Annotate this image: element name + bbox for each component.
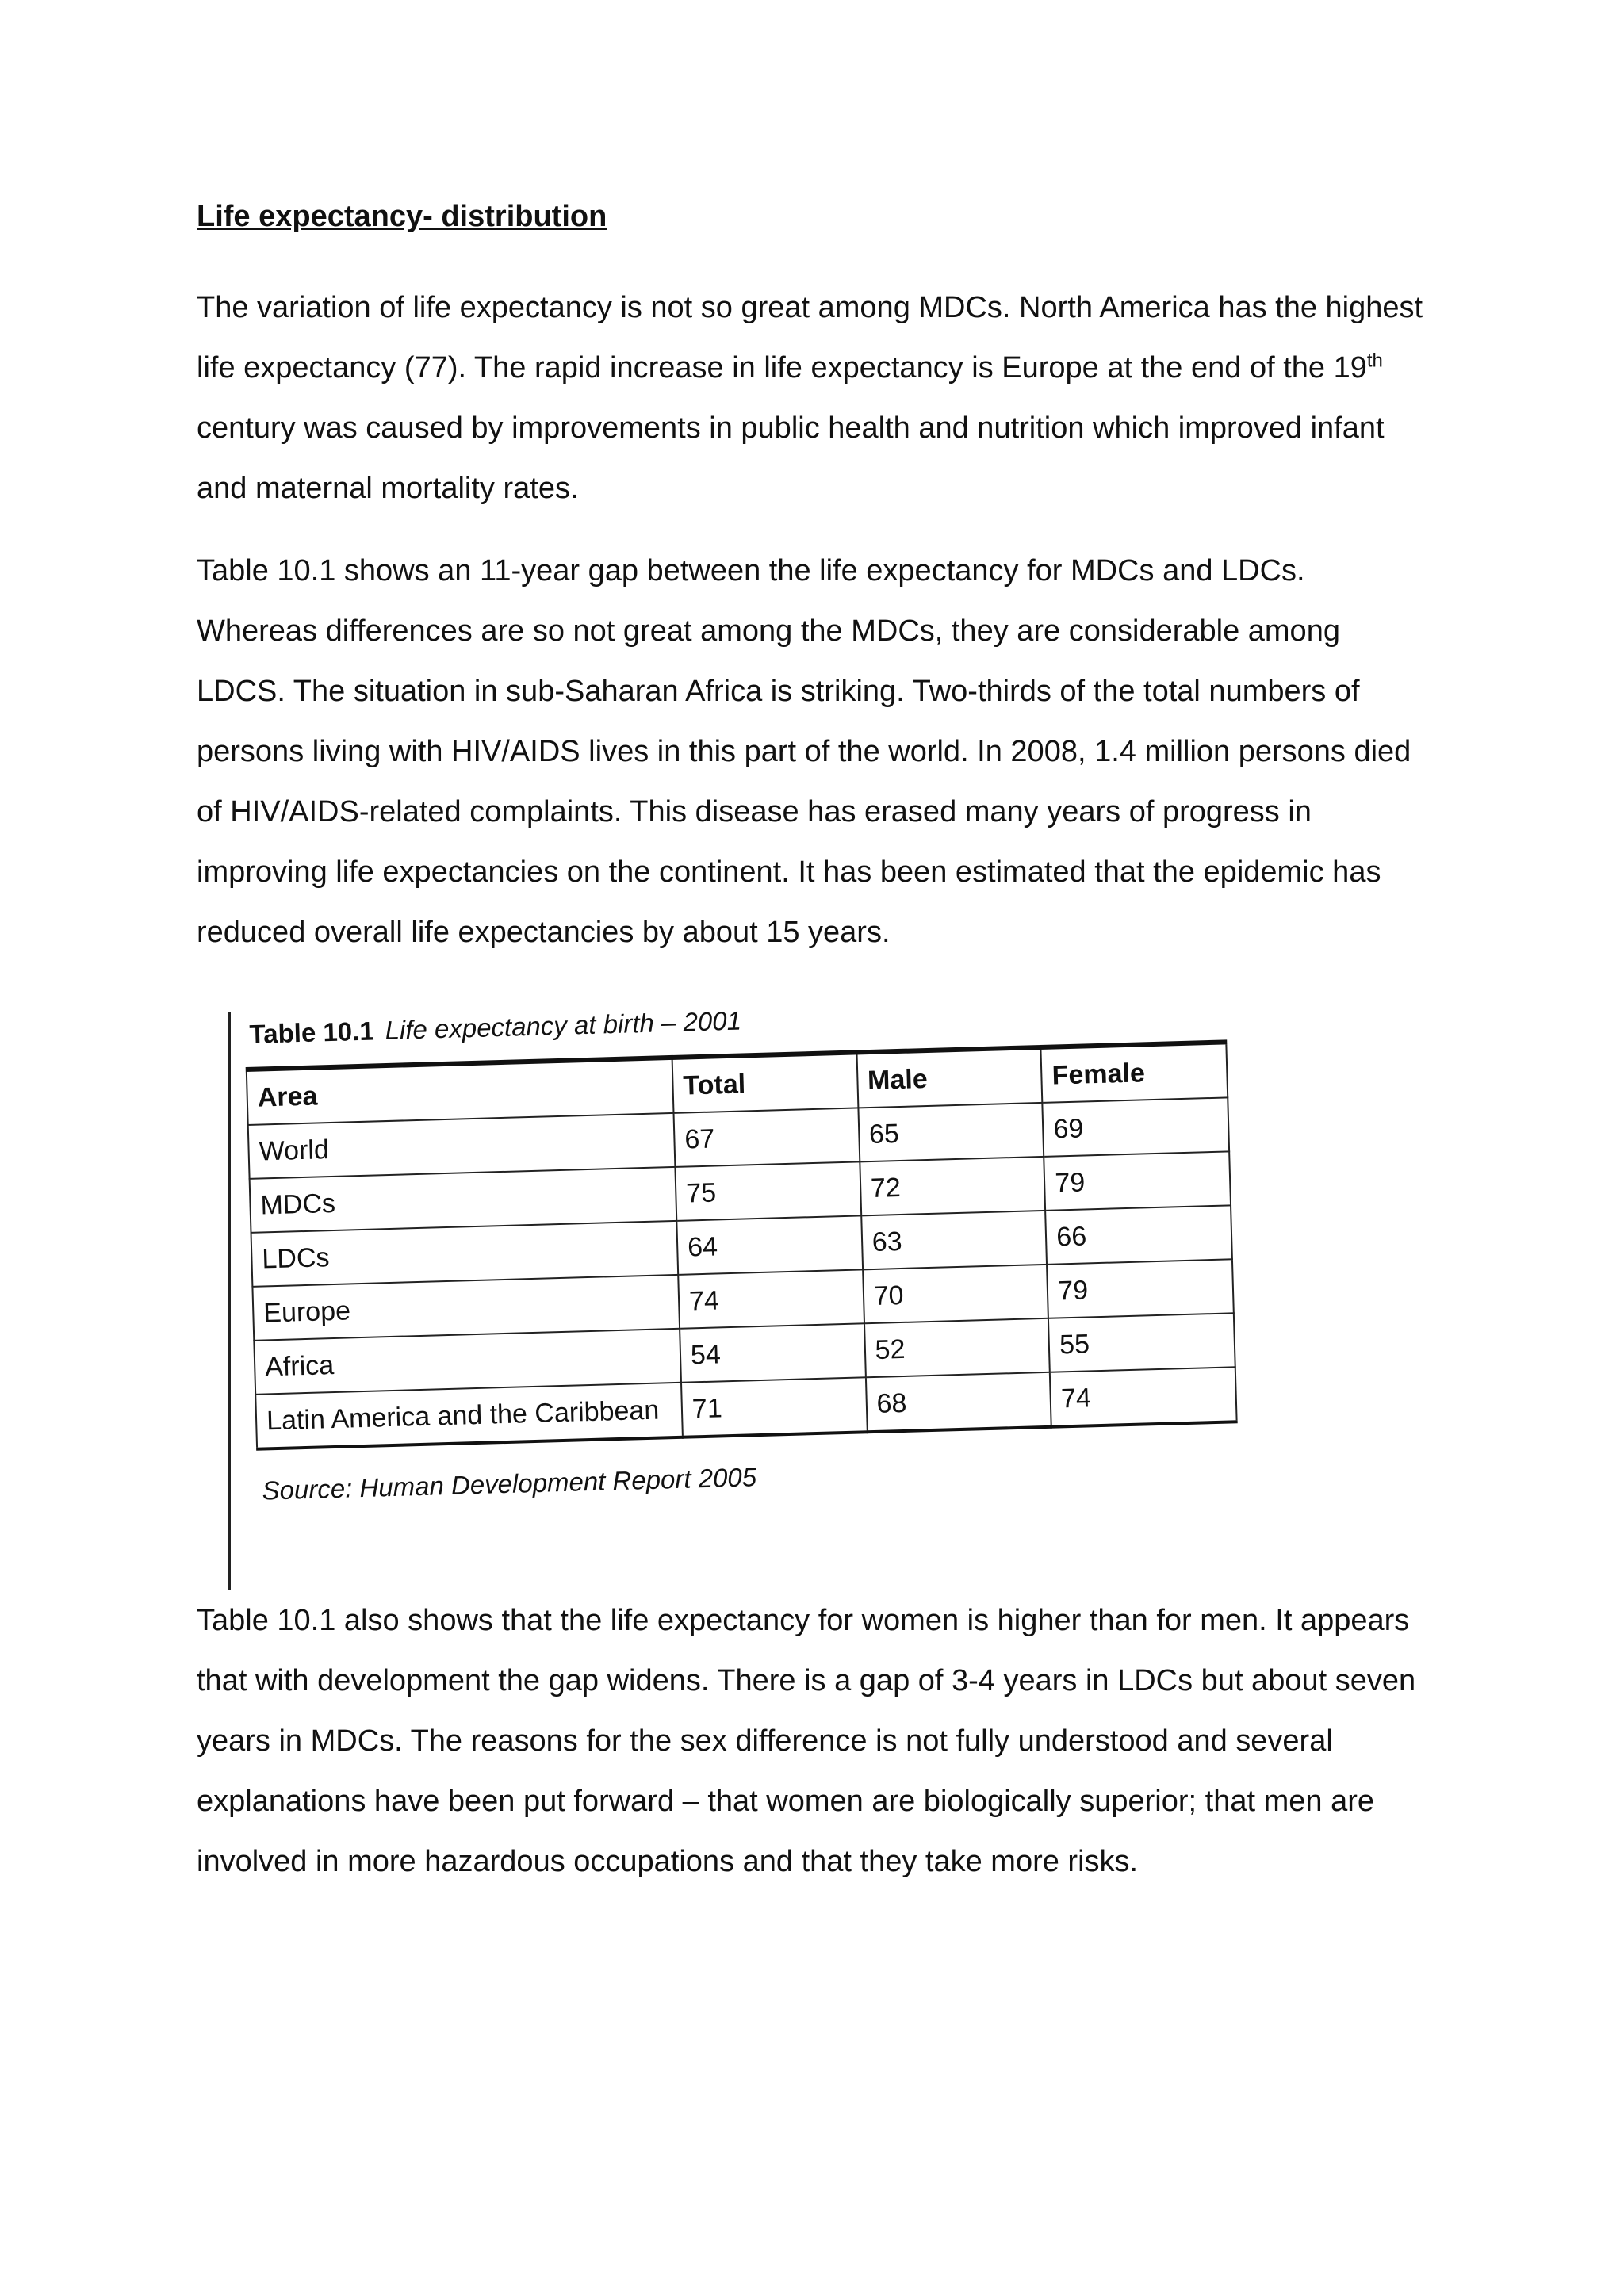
table-title: Life expectancy at birth – 2001 (385, 1005, 742, 1046)
table-caption (249, 992, 1252, 1050)
figure-margin-rule (228, 1012, 231, 1590)
paragraph-1-text: The variation of life expectancy is not so great among MDCs. North America has the highest life expectancy (77). The rapid increase in life expectancy is Europe at the end of the 19 (197, 291, 1423, 385)
cell-female: 79 (1044, 1151, 1231, 1210)
header-male: Male (856, 1047, 1043, 1108)
cell-male: 70 (863, 1265, 1048, 1323)
cell-male: 72 (860, 1157, 1045, 1215)
cell-female: 66 (1045, 1205, 1232, 1264)
cell-area: Africa (254, 1329, 681, 1395)
cell-male: 65 (858, 1103, 1044, 1161)
table-number: Table 10.1 (248, 1016, 375, 1049)
cell-female: 55 (1048, 1313, 1235, 1372)
cell-male: 52 (864, 1318, 1050, 1377)
cell-male: 63 (861, 1211, 1047, 1269)
cell-area: MDCs (250, 1167, 677, 1233)
cell-female: 79 (1047, 1259, 1234, 1318)
table-source: Source: Human Development Report 2005 (262, 1462, 757, 1506)
page-content (197, 195, 1434, 1892)
paragraph-1-text-cont: century was caused by improvements in public health and nutrition which improved infant and maternal mortality rates. (197, 411, 1385, 505)
scanned-table (244, 992, 1265, 1506)
cell-female: 74 (1050, 1367, 1237, 1426)
paragraph-1 (197, 277, 1434, 519)
cell-total: 74 (678, 1269, 864, 1328)
cell-total: 71 (681, 1377, 868, 1437)
header-area: Area (247, 1058, 674, 1125)
header-total: Total (672, 1052, 858, 1112)
header-female: Female (1041, 1042, 1228, 1102)
paragraph-3: Table 10.1 also shows that the life expectancy for women is higher than for men. It appears that with development the gap widens. There is a gap of 3-4 years in LDCs but about seven years in MDCs. The reasons for the sex difference is not fully understood and several explanations have been put forward – that women are biologically superior; that men are involved in more hazardous occupations and that they take more risks. (197, 1604, 1416, 1878)
ordinal-superscript: th (1366, 350, 1383, 372)
table-figure (228, 1005, 1489, 1590)
life-expectancy-table (246, 1039, 1238, 1450)
cell-area: World (248, 1113, 676, 1179)
cell-total: 67 (673, 1108, 860, 1166)
cell-total: 75 (675, 1161, 861, 1220)
cell-total: 54 (680, 1323, 866, 1382)
cell-area: LDCs (251, 1221, 679, 1287)
cell-total: 64 (676, 1215, 863, 1274)
cell-female: 69 (1043, 1097, 1230, 1156)
cell-area: Latin America and the Caribbean (255, 1383, 683, 1449)
cell-male: 68 (866, 1372, 1051, 1432)
section-heading: Life expectancy- distribution (197, 200, 607, 233)
cell-area: Europe (252, 1275, 680, 1341)
paragraph-2: Table 10.1 shows an 11-year gap between the life expectancy for MDCs and LDCs. Whereas differences are so not great among the MDCs, they are considerable among LDCS. The situation in sub-Saharan Africa is striking. Two-thirds of the total numbers of persons living with HIV/AIDS lives in this part of the world. In 2008, 1.4 million persons died of HIV/AIDS-related complaints. This disease has erased many years of progress in improving life expectancies on the continent. It has been estimated that the epidemic has reduced overall life expectancies by about 15 years. (197, 554, 1411, 949)
